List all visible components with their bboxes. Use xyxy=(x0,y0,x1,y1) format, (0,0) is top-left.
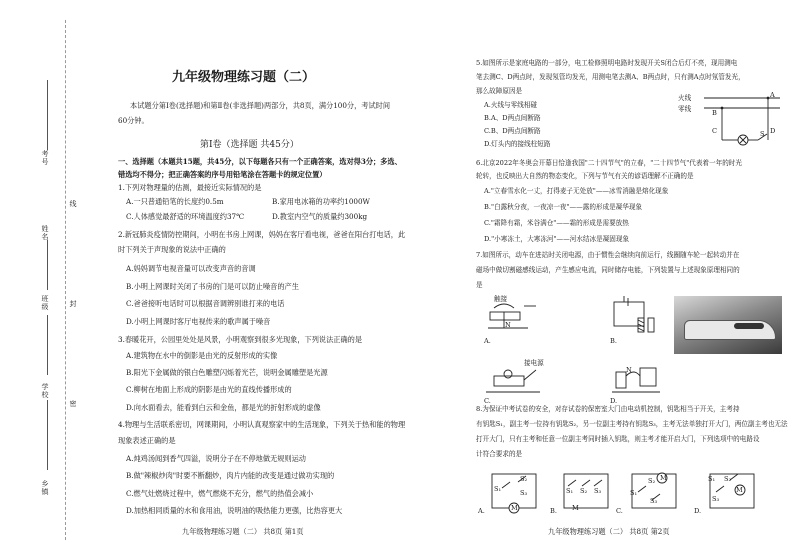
q5-fig-point-d: D xyxy=(770,127,776,135)
q5-option-b: B.A、D两点间断路 xyxy=(484,114,541,122)
q2-option-d: D.小明上网课时客厅电视传来的歌声属于噪音 xyxy=(126,317,271,326)
q8-d-s2: S₂ xyxy=(724,475,732,483)
q8-label-c: C. xyxy=(616,507,623,515)
q7-label-b: B. xyxy=(610,337,617,345)
q2-option-b: B.小明上网课时关闭了书房的门是可以防止噪音的产生 xyxy=(126,282,299,291)
q5-fig-huoxian: 火线 xyxy=(678,94,692,102)
page-title: 九年级物理练习题（二） xyxy=(172,70,316,85)
q4-option-c: C.燃气灶燃烧过程中，燃气燃烧不充分，燃气的热值会减小 xyxy=(126,489,314,498)
q7-fig-a-label: 触接 xyxy=(494,295,508,303)
section-title: 第Ⅰ卷（选择题 共45分） xyxy=(200,140,299,150)
footer-right: 九年级物理练习题（二） 共8页 第2页 xyxy=(548,527,670,536)
q8-stem-2: 有钥匙S₁，副主考一位持有钥匙S₂，另一位副主考持有钥匙S₃，主考无法单独打开大门，两位副主考也无法 xyxy=(476,420,788,428)
q7-stem-3: 是 xyxy=(476,281,483,289)
part1-instruction-2: 错选均不得分；把正确答案的序号用铅笔涂在答题卡的规定位置） xyxy=(118,170,327,179)
q8-label-b: B. xyxy=(550,507,557,515)
q1-stem: 1.下列对物理量的估测，最接近实际情况的是 xyxy=(118,183,262,192)
q1-option-b: B.家用电冰箱的功率约1000W xyxy=(272,197,370,206)
q8-b-s3: S₃ xyxy=(594,487,602,495)
q6-stem-2: 轮转，也反映出大自然的物态变化，下列与节气有关的谚语理解不正确的是 xyxy=(476,172,694,180)
q5-fig-point-b: B xyxy=(712,109,717,117)
q8-d-motor: M xyxy=(736,486,743,494)
q7-label-a: A. xyxy=(484,337,491,345)
q8-d-s3: S₃ xyxy=(712,495,720,503)
side-label-banji: 班级 xyxy=(41,295,49,311)
q6-option-d: D."小寒冻土，大寒冻河"——河水结冰是凝固现象 xyxy=(484,235,630,243)
q4-option-b: B.做"辣椒炒肉"时要不断翻炒，肉片内能的改变是通过做功实现的 xyxy=(126,471,335,480)
q8-stem-1: 8.为保证中考试卷的安全，对存试卷的保密室大门由电动机控制，钥匙相当于开关，主考持 xyxy=(476,405,740,413)
q5-fig-lingxian: 零线 xyxy=(678,105,692,113)
q6-option-c: C."霜降有霜，米谷满仓"——霜的形成是需要放热 xyxy=(484,219,629,227)
q2-stem-2: 时下列关于声现象的说法中正确的 xyxy=(118,245,226,254)
q7-label-c: C. xyxy=(484,397,491,405)
q8-label-d: D. xyxy=(694,507,702,515)
q4-stem-1: 4.物理与生活联系密切，网课期间，小明认真观察家中的生活现象，下列关于热和能的物理 xyxy=(118,420,406,429)
footer-left: 九年级物理练习题（二） 共8页 第1页 xyxy=(182,527,304,536)
side-blank-xingming xyxy=(47,240,49,290)
q7-stem-2: 磁场中做切割磁感线运动，产生感应电流，同时储存电能，下列装置与上述现象原理相同的 xyxy=(476,266,740,274)
intro-line-1: 本试题分第Ⅰ卷(选择题)和第Ⅱ卷(非选择题)两部分，共8页，满分100分，考试时间 xyxy=(130,101,391,110)
q4-stem-2: 现象表述正确的是 xyxy=(118,436,176,445)
q7-label-d: D. xyxy=(610,397,618,405)
q2-stem-1: 2.新冠肺炎疫情防控期间，小明在书房上网课，妈妈在客厅看电视，爸爸在阳台打电话，此 xyxy=(118,230,406,239)
q7-train-photo xyxy=(674,296,782,354)
q1-option-a: A.一只普通铅笔的长度约0.5m xyxy=(126,197,224,206)
q5-fig-switch-s: S xyxy=(760,130,765,138)
q1-option-c: C.人体感觉最舒适的环境温度约37℃ xyxy=(126,212,245,221)
q7-fig-c-motor xyxy=(484,359,554,402)
q6-option-a: A."立春雪水化一丈，打得麦子无处放"——冰雪消融是熔化现象 xyxy=(484,187,669,195)
part1-instruction-1: 一、选择题（本题共15题，共45分，以下每题各只有一个正确答案，选对得3分；多选、 xyxy=(118,157,402,166)
q7-stem-1: 7.如图所示，动车在进站时关闭电源，由于惯性会继续向前运行，线圈随车轮一起转动并在 xyxy=(476,251,740,259)
q8-a-s1: S₁ xyxy=(494,485,502,493)
side-label-xiangzhen: 乡镇 xyxy=(41,480,49,496)
side-blank-kaohao xyxy=(47,80,49,150)
q1-option-d: D.教室内空气的质量约300kg xyxy=(272,212,368,221)
q4-option-a: A.炖鸡汤闻到香气四溢，说明分子在不停地做无规则运动 xyxy=(126,454,306,463)
q8-c-s1: S₁ xyxy=(630,489,638,497)
q2-option-a: A.妈妈调节电视音量可以改变声音的音调 xyxy=(126,264,256,273)
q5-option-d: D.灯头内的接线柱短路 xyxy=(484,140,551,148)
cut-mark-feng: 封 xyxy=(69,300,77,308)
q5-fig-point-c: C xyxy=(712,127,718,135)
side-label-xingming: 姓名 xyxy=(41,225,49,241)
side-label-kaohao: 考号 xyxy=(41,150,49,166)
side-label-xuexiao: 学校 xyxy=(41,383,49,399)
q3-option-d: D.向水面看去，能看到白云和金鱼，都是光的折射形成的虚像 xyxy=(126,403,321,412)
q8-a-s3: S₃ xyxy=(520,489,528,497)
q8-a-s2: S₂ xyxy=(520,475,528,483)
cut-mark-mi: 密 xyxy=(69,400,77,408)
q8-stem-4: 计符合要求的是 xyxy=(476,450,523,458)
q3-option-b: B.阳光下金属做的银白色雕塑闪烁着光芒，说明金属雕塑是光源 xyxy=(126,368,328,377)
q3-option-a: A.建筑物在水中的倒影是由光的反射形成的实像 xyxy=(126,351,278,360)
side-blank-banji xyxy=(47,315,49,375)
q4-option-d: D.加热相同质量的水和食用油，说明油的吸热能力更强，比热容更大 xyxy=(126,506,343,515)
q7-fig-a-magnet-needle xyxy=(484,295,544,342)
q8-c-s2: S₂ xyxy=(648,477,656,485)
q7-fig-b-electromagnet xyxy=(610,298,670,342)
q8-d-s1: S₁ xyxy=(708,475,716,483)
q5-stem-1: 5.如图所示是家庭电路的一部分，电工检修照明电路时发现开关S闭合后灯不亮，现用测电 xyxy=(476,59,738,67)
q7-fig-a-n: N xyxy=(505,321,511,329)
q3-option-c: C.柳树在地面上形成的阴影是由光的直线传播形成的 xyxy=(126,385,292,394)
q5-fig-point-a: A xyxy=(770,91,775,99)
q5-stem-2: 笔去测C、D两点时，发现氖管均发光，用测电笔去测A、B两点时，只有测A点时氖管发光， xyxy=(476,73,745,81)
side-blank-xuexiao xyxy=(47,400,49,470)
q5-option-a: A.火线与零线相碰 xyxy=(484,101,538,109)
q3-stem: 3.春暖花开，公园里处处是风景，小明观察到很多光现象，下列说法正确的是 xyxy=(118,335,363,344)
q8-c-motor: M xyxy=(660,474,667,482)
q8-stem-3: 打开大门，只有主考和任意一位副主考同时插入钥匙，则主考才能开启大门，下列选项中的电路设 xyxy=(476,435,760,443)
q8-c-s3: S₃ xyxy=(650,497,658,505)
q8-a-motor: M xyxy=(511,504,518,512)
q7-fig-d-n: N xyxy=(626,366,632,374)
q5-stem-3: 那么故障原因是 xyxy=(476,87,523,95)
q5-circuit-figure xyxy=(672,91,782,154)
cut-mark-xian: 线 xyxy=(69,200,77,208)
q6-stem-1: 6.北京2022年冬奥会开幕日恰逢我国"二十四节气"的立春，"二十四节气"代表着一年的时光 xyxy=(476,159,742,167)
q8-b-s2: S₂ xyxy=(580,487,588,495)
intro-line-2: 60分钟。 xyxy=(118,116,149,125)
q8-b-motor: M xyxy=(572,504,579,512)
q7-fig-c-label: 接电源 xyxy=(524,359,544,367)
q7-fig-d-generator xyxy=(610,362,670,402)
q8-b-s1: S₁ xyxy=(566,487,574,495)
q8-label-a: A. xyxy=(478,507,485,515)
q6-option-b: B."白露秋分夜，一夜凉一夜"——露的形成是凝华现象 xyxy=(484,203,643,211)
q5-option-c: C.B、D两点间断路 xyxy=(484,127,541,135)
q2-option-c: C.爸爸接听电话时可以根据音调辨别谁打来的电话 xyxy=(126,299,285,308)
binding-cut-line xyxy=(65,20,66,540)
